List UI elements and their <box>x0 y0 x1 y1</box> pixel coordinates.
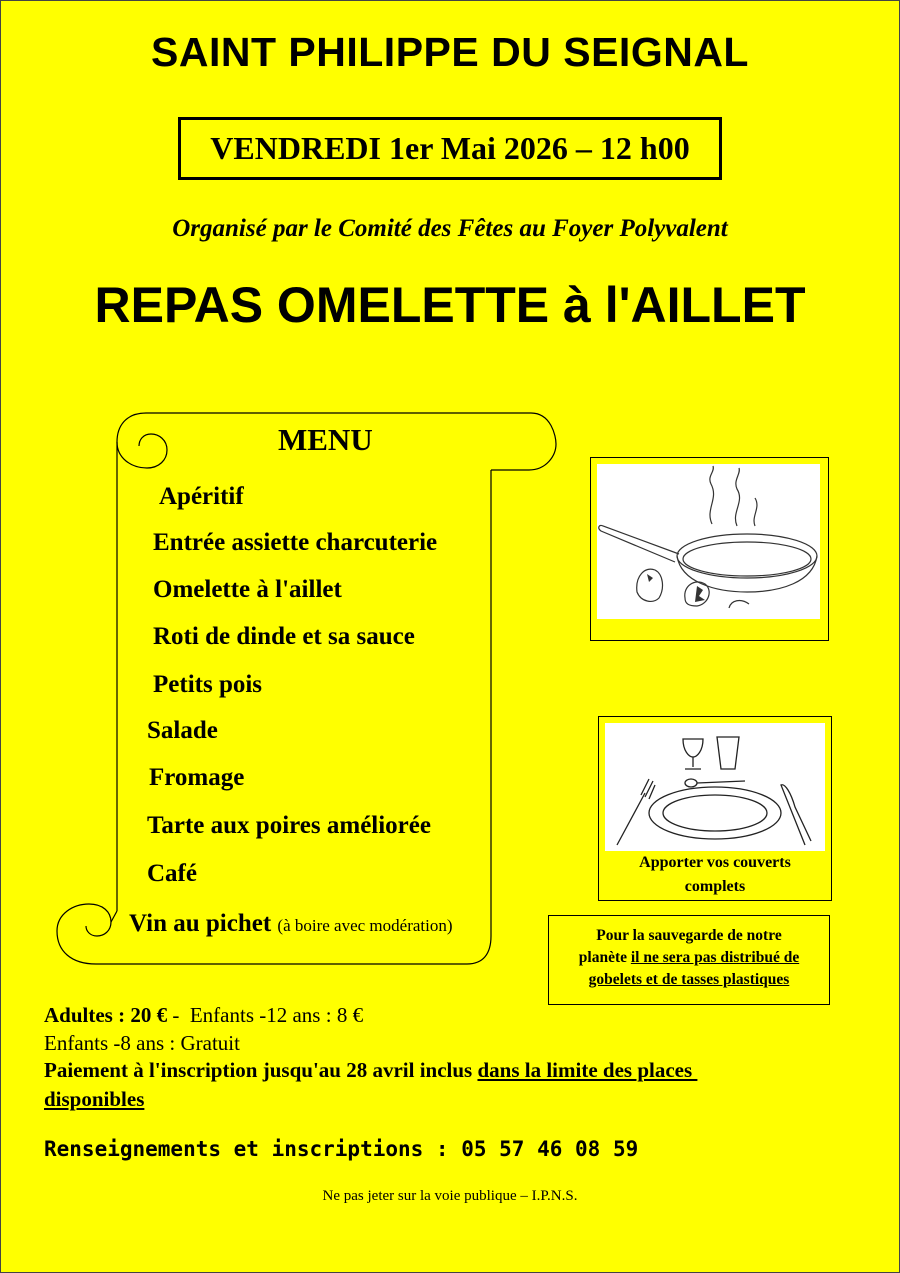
menu-scroll-icon <box>51 406 561 971</box>
menu-item-vin-label: Vin au pichet <box>129 910 272 937</box>
cutlery-caption-line1: Apporter vos couverts <box>639 854 791 871</box>
cutlery-caption-line2: complets <box>684 878 746 895</box>
menu-item-vin-note: (à boire avec modération) <box>277 916 453 935</box>
event-date: VENDREDI 1er Mai 2026 – 12 h00 <box>210 130 690 166</box>
price-line-1 <box>44 1003 363 1028</box>
menu-item-petits-pois: Petits pois <box>153 671 263 698</box>
event-title: REPAS OMELETTE à l'AILLET <box>94 277 806 333</box>
menu-item-omelette: Omelette à l'aillet <box>153 576 342 603</box>
planet-notice-line2-underlined: il ne sera pas distribué de <box>630 949 800 966</box>
footer-note: Ne pas jeter sur la voie publique – I.P.N.S. <box>322 1188 578 1204</box>
planet-notice-line2-plain: planète <box>578 949 631 966</box>
payment-plain: Paiement à l'inscription jusqu'au 28 avril inclus <box>44 1058 478 1082</box>
planet-notice-box <box>548 915 830 1005</box>
price-adults: Adultes : 20 € <box>44 1003 168 1027</box>
price-children-12: Enfants -12 ans : 8 € <box>189 1003 364 1027</box>
menu-title: MENU <box>278 422 373 457</box>
payment-underlined: dans la limite des places <box>477 1058 698 1082</box>
cutlery-image-frame <box>598 716 832 901</box>
payment-underlined-2: disponibles <box>44 1087 145 1111</box>
price-separator: - <box>167 1003 185 1027</box>
price-children-8: Enfants -8 ans : Gratuit <box>44 1031 240 1055</box>
menu-item-aperitif: Apéritif <box>159 483 244 510</box>
pan-image-frame <box>590 457 829 641</box>
town-title: SAINT PHILIPPE DU SEIGNAL <box>151 29 749 75</box>
contact-line: Renseignements et inscriptions : 05 57 46 08 59 <box>44 1137 639 1161</box>
planet-notice-line2 <box>549 947 829 969</box>
planet-notice-line3: gobelets et de tasses plastiques <box>588 971 790 988</box>
menu-item-salade: Salade <box>147 717 218 744</box>
event-date-box <box>178 117 722 180</box>
menu-item-tarte: Tarte aux poires améliorée <box>147 812 431 839</box>
cutlery-caption <box>599 851 831 899</box>
menu-item-roti: Roti de dinde et sa sauce <box>153 623 415 650</box>
frying-pan-icon <box>597 464 820 619</box>
planet-notice-line1: Pour la sauvegarde de notre <box>596 927 782 944</box>
menu-item-vin <box>129 910 453 938</box>
organizer-line: Organisé par le Comité des Fêtes au Foyer Polyvalent <box>172 215 728 242</box>
place-setting-icon <box>605 723 825 851</box>
payment-line <box>44 1058 697 1083</box>
menu-item-fromage: Fromage <box>149 764 245 791</box>
menu-item-entree: Entrée assiette charcuterie <box>153 529 438 556</box>
menu-item-cafe: Café <box>147 860 197 887</box>
